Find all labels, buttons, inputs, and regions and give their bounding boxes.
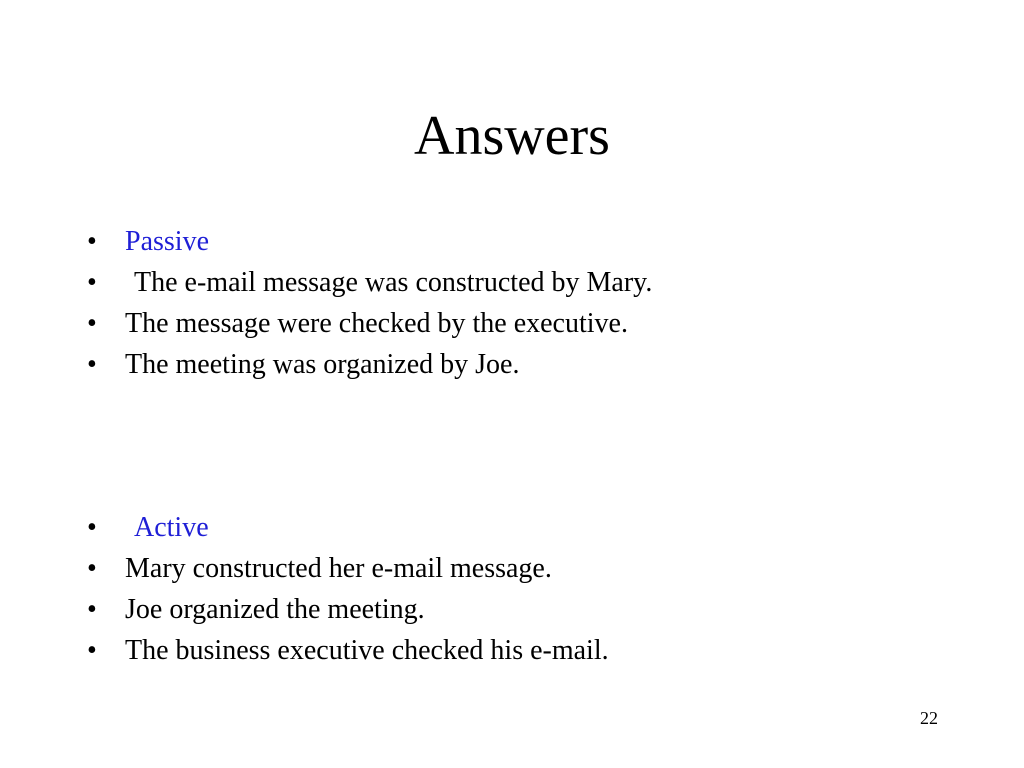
passive-answer-text: The e-mail message was constructed by Mary. — [134, 267, 653, 298]
passive-answer-item — [0, 303, 1024, 344]
bullet-marker: • — [87, 635, 97, 666]
active-heading: Active — [134, 512, 209, 543]
bullet-marker: • — [87, 594, 97, 625]
passive-answer-item — [0, 344, 1024, 385]
active-answer-text: Mary constructed her e-mail message. — [125, 553, 552, 584]
slide-title: Answers — [414, 105, 610, 167]
active-answer-text: Joe organized the meeting. — [125, 594, 425, 625]
passive-answers-list — [0, 221, 1024, 385]
passive-answer-item — [0, 262, 1024, 303]
bullet-marker: • — [87, 512, 97, 543]
active-answer-item — [0, 630, 1024, 671]
passive-heading: Passive — [125, 226, 209, 257]
bullet-marker: • — [87, 267, 97, 298]
slide-page-number: 22 — [920, 708, 938, 728]
bullet-marker: • — [87, 553, 97, 584]
bullet-marker: • — [87, 349, 97, 380]
passive-heading-item — [0, 221, 1024, 262]
passive-answer-text: The meeting was organized by Joe. — [125, 349, 520, 380]
active-answer-item — [0, 589, 1024, 630]
active-answer-item — [0, 548, 1024, 589]
active-answer-text: The business executive checked his e-mail. — [125, 635, 609, 666]
active-answers-list — [0, 507, 1024, 671]
bullet-marker: • — [87, 308, 97, 339]
active-heading-item — [0, 507, 1024, 548]
bullet-marker: • — [87, 226, 97, 257]
passive-answer-text: The message were checked by the executive. — [125, 308, 628, 339]
